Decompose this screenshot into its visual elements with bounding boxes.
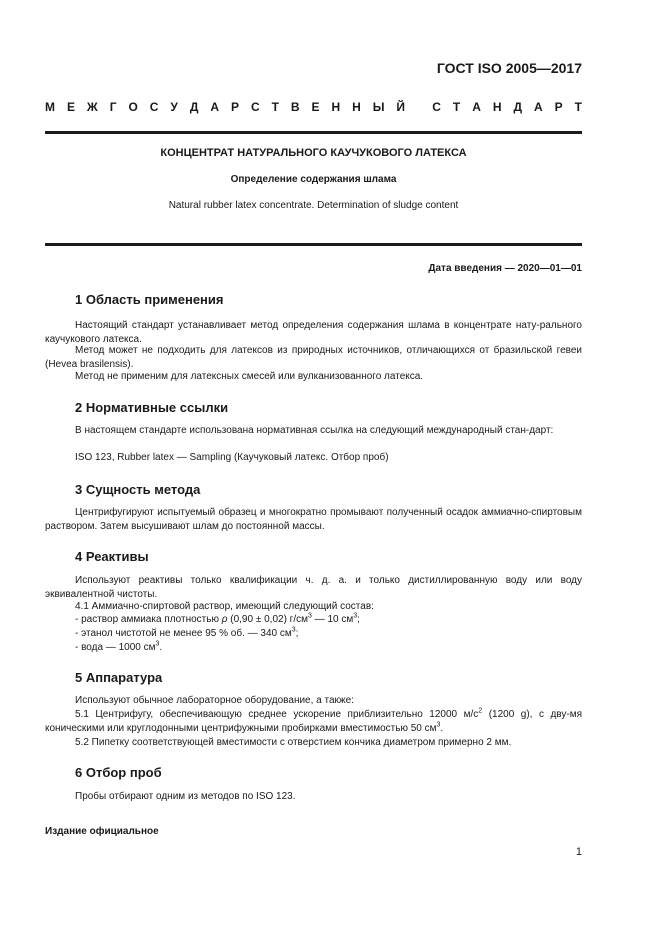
banner-letter: Н xyxy=(331,100,341,114)
banner-letter: Н xyxy=(492,100,502,114)
section-6-paragraph-1: Пробы отбирают одним из методов по ISO 123. xyxy=(75,791,296,802)
banner-letter: Й xyxy=(396,100,406,114)
section-2-paragraph-1: В настоящем стандарте использована нормативная ссылка на следующий международный стан-дарт: xyxy=(75,425,554,436)
banner-letter: Р xyxy=(554,100,563,114)
banner-letter: Р xyxy=(230,100,239,114)
banner-letter: Т xyxy=(574,100,582,114)
introduction-date: Дата введения — 2020—01—01 xyxy=(428,263,582,274)
list-item-water: - вода — 1000 $см^3$. xyxy=(75,640,163,653)
title-rule xyxy=(45,243,582,246)
banner-letter: Е xyxy=(66,100,75,114)
document-title: КОНЦЕНТРАТ НАТУРАЛЬНОГО КАУЧУКОВОГО ЛАТЕКСА xyxy=(160,147,467,159)
section-3-heading: 3 Сущность метода xyxy=(75,482,201,497)
interstate-standard-banner xyxy=(45,100,582,114)
section-1-paragraph-2: Метод может не подходить для латексов из природных источников, отличающихся от бразильской гевеи (Hevea brasilensis). xyxy=(45,345,582,370)
banner-letter: О xyxy=(128,100,138,114)
list-item-ethanol: - этанол чистотой не менее 95 % об. — 340 $см^3$; xyxy=(75,626,299,639)
banner-letter: Е xyxy=(311,100,320,114)
section-2-heading: 2 Нормативные ссылки xyxy=(75,400,229,415)
english-title: Natural rubber latex concentrate. Determination of sludge content xyxy=(168,200,459,211)
section-2-reference: ISO 123, Rubber latex — Sampling (Каучуковый латекс. Отбор проб) xyxy=(75,452,389,463)
section-1-heading: 1 Область применения xyxy=(75,292,224,307)
section-4-1-paragraph: 4.1 Аммиачно-спиртовой раствор, имеющий следующий состав: xyxy=(75,601,374,612)
banner-letter: С xyxy=(432,100,441,114)
document-code: ГОСТ ISO 2005—2017 xyxy=(436,60,582,76)
section-6-heading: 6 Отбор проб xyxy=(75,765,162,780)
section-1-paragraph-1: Настоящий стандарт устанавливает метод определения содержания шлама в концентрате нату-ральнoго каучукового латекса. xyxy=(45,320,582,345)
header-rule xyxy=(45,131,582,134)
section-5-heading: 5 Аппаратура xyxy=(75,670,163,685)
section-4-heading: 4 Реактивы xyxy=(75,549,149,564)
section-5-1-paragraph: 5.1 Центрифугу, обеспечивающую среднее ускорение приблизительно 12000 $м/с^2$ (1200 g), с дву-мя коническими или круглодонными центрифужными пробирками вместимостью 50 $см^3$. xyxy=(45,707,582,734)
banner-letter: Д xyxy=(189,100,199,114)
banner-letter: Д xyxy=(513,100,523,114)
banner-letter: А xyxy=(210,100,220,114)
section-4-paragraph-1: Используют реактивы только квалификации ч. д. а. и только дистиллированную воду или воду эквивалентной чистоты. xyxy=(45,575,582,600)
banner-letter: Т xyxy=(452,100,461,114)
banner-letter: В xyxy=(290,100,300,114)
banner-letter: А xyxy=(472,100,481,114)
banner-letter: Т xyxy=(271,100,279,114)
banner-letter: Ы xyxy=(372,100,385,114)
section-1-paragraph-3: Метод не применим для латексных смесей или вулканизованного латекса. xyxy=(75,371,424,382)
banner-letter: М xyxy=(45,100,55,114)
banner-letter: С xyxy=(149,100,159,114)
banner-letter: А xyxy=(533,100,543,114)
section-5-paragraph-1: Используют обычное лабораторное оборудование, а также: xyxy=(75,695,354,706)
banner-letter: Ж xyxy=(86,100,98,114)
official-edition-label: Издание официальное xyxy=(45,826,159,837)
banner-letter: Г xyxy=(109,100,117,114)
banner-letter: У xyxy=(170,100,178,114)
list-item-ammonia: - раствор аммиака плотностью ρ (0,90 ± 0,02) $г/см^3$ — 10 $см^3$; xyxy=(75,612,360,625)
banner-letter: С xyxy=(250,100,260,114)
section-3-paragraph-1: Центрифугируют испытуемый образец и многократно промывают полученный осадок аммиачно-спиртовым раствором. Затем высушивают шлам до постоянной массы. xyxy=(45,507,582,532)
banner-letter xyxy=(417,100,420,114)
page-number: 1 xyxy=(575,846,582,858)
banner-letter: Н xyxy=(352,100,361,114)
document-subtitle: Определение содержания шлама xyxy=(230,174,397,185)
section-5-2-paragraph: 5.2 Пипетку соответствующей вместимости с отверстием кончика диаметром примерно 2 мм. xyxy=(75,737,512,748)
